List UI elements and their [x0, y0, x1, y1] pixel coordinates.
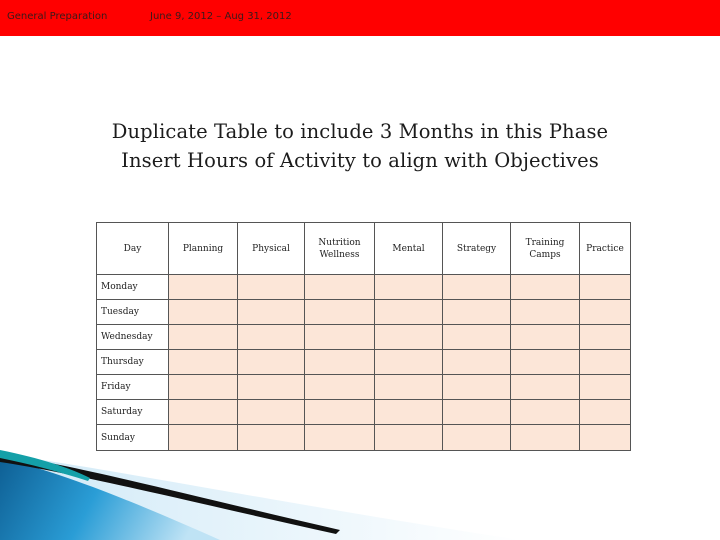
table-row [97, 400, 631, 425]
column-header-planning: Planning [169, 223, 238, 275]
date-range: June 9, 2012 – Aug 31, 2012 [150, 11, 292, 22]
hours-cell[interactable] [443, 350, 511, 375]
hours-cell[interactable] [305, 325, 375, 350]
day-cell: Friday [97, 375, 169, 400]
hours-cell[interactable] [169, 300, 238, 325]
day-cell: Tuesday [97, 300, 169, 325]
hours-cell[interactable] [580, 350, 631, 375]
hours-cell[interactable] [169, 400, 238, 425]
hours-cell[interactable] [580, 275, 631, 300]
table-row [97, 375, 631, 400]
hours-cell[interactable] [169, 425, 238, 451]
column-header-physical: Physical [238, 223, 305, 275]
hours-cell[interactable] [375, 275, 443, 300]
hours-cell[interactable] [580, 425, 631, 451]
hours-cell[interactable] [305, 400, 375, 425]
hours-cell[interactable] [169, 275, 238, 300]
hours-cell[interactable] [305, 300, 375, 325]
hours-cell[interactable] [375, 375, 443, 400]
hours-cell[interactable] [238, 425, 305, 451]
hours-cell[interactable] [580, 325, 631, 350]
hours-cell[interactable] [511, 300, 580, 325]
hours-cell[interactable] [238, 300, 305, 325]
hours-cell[interactable] [238, 325, 305, 350]
hours-cell[interactable] [580, 375, 631, 400]
slide-title-line-2: Insert Hours of Activity to align with Objectives [121, 149, 599, 172]
column-header-day: Day [97, 223, 169, 275]
hours-cell[interactable] [169, 350, 238, 375]
hours-cell[interactable] [305, 275, 375, 300]
day-cell: Monday [97, 275, 169, 300]
decorative-swoosh [0, 450, 720, 540]
hours-cell[interactable] [443, 275, 511, 300]
hours-cell[interactable] [238, 350, 305, 375]
hours-cell[interactable] [305, 425, 375, 451]
hours-cell[interactable] [443, 400, 511, 425]
hours-cell[interactable] [375, 325, 443, 350]
table-row [97, 325, 631, 350]
hours-cell[interactable] [443, 375, 511, 400]
hours-cell[interactable] [238, 400, 305, 425]
day-cell: Sunday [97, 425, 169, 451]
table-row [97, 350, 631, 375]
weekly-activity-table [96, 222, 631, 451]
training-camps-label: Training Camps [525, 237, 565, 260]
phase-label: General Preparation [7, 11, 108, 22]
table-row [97, 275, 631, 300]
table-row [97, 300, 631, 325]
hours-cell[interactable] [511, 325, 580, 350]
column-header-nutrition-wellness [305, 223, 375, 275]
hours-cell[interactable] [443, 425, 511, 451]
hours-cell[interactable] [580, 300, 631, 325]
hours-cell[interactable] [580, 400, 631, 425]
hours-cell[interactable] [511, 425, 580, 451]
nutrition-wellness-label: Nutrition Wellness [318, 237, 361, 260]
column-header-practice: Practice [580, 223, 631, 275]
column-header-strategy: Strategy [443, 223, 511, 275]
header-bar [0, 0, 720, 36]
day-cell: Wednesday [97, 325, 169, 350]
slide-title-line-1: Duplicate Table to include 3 Months in this Phase [111, 120, 609, 143]
table-row [97, 425, 631, 451]
hours-cell[interactable] [443, 325, 511, 350]
hours-cell[interactable] [375, 400, 443, 425]
hours-cell[interactable] [375, 350, 443, 375]
hours-cell[interactable] [375, 425, 443, 451]
day-cell: Saturday [97, 400, 169, 425]
table-header-row [97, 223, 631, 275]
column-header-training-camps [511, 223, 580, 275]
hours-cell[interactable] [305, 375, 375, 400]
column-header-mental: Mental [375, 223, 443, 275]
hours-cell[interactable] [238, 375, 305, 400]
hours-cell[interactable] [511, 400, 580, 425]
hours-cell[interactable] [511, 375, 580, 400]
hours-cell[interactable] [511, 275, 580, 300]
hours-cell[interactable] [169, 325, 238, 350]
hours-cell[interactable] [443, 300, 511, 325]
hours-cell[interactable] [375, 300, 443, 325]
hours-cell[interactable] [305, 350, 375, 375]
hours-cell[interactable] [169, 375, 238, 400]
hours-cell[interactable] [511, 350, 580, 375]
day-cell: Thursday [97, 350, 169, 375]
hours-cell[interactable] [238, 275, 305, 300]
